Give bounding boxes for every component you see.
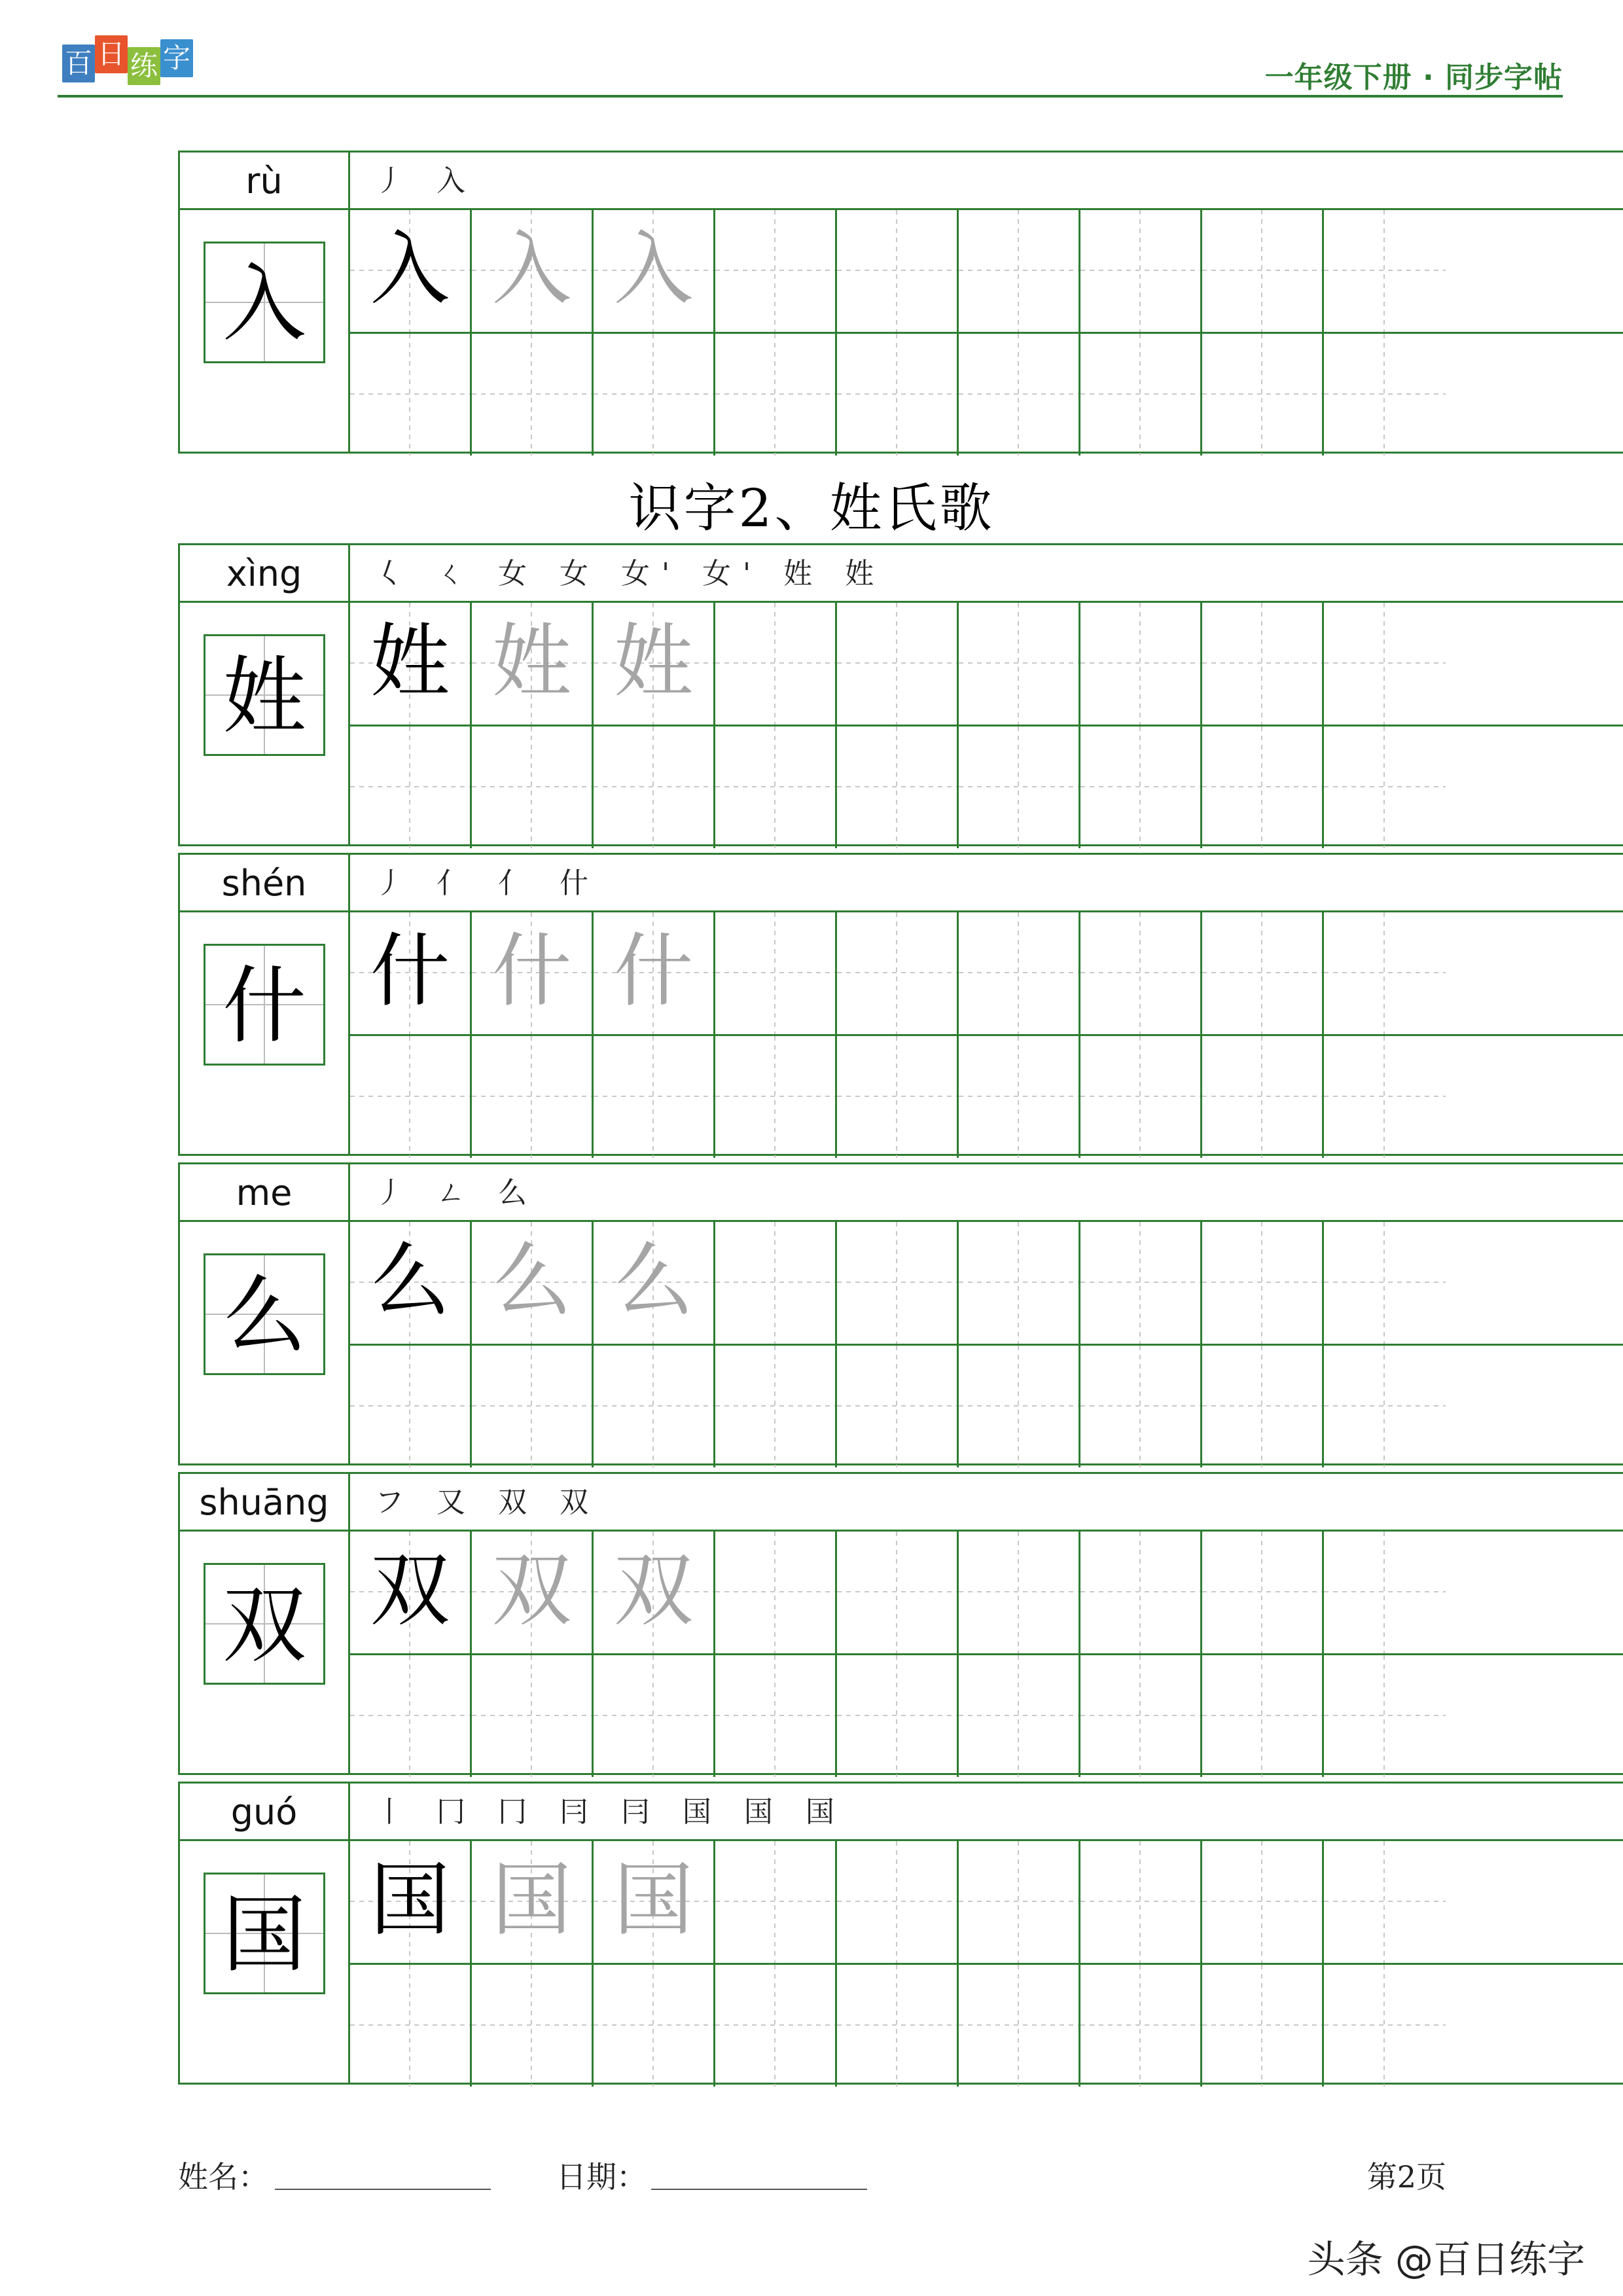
example-character: 姓 [370,615,450,708]
practice-cell[interactable] [1202,1655,1324,1777]
practice-cell[interactable] [715,1036,837,1158]
trace-character: 什 [613,925,694,1018]
practice-cell[interactable] [594,1841,715,1963]
practice-cell[interactable] [472,334,594,456]
page-number: 第2页 [1366,2159,1446,2195]
trace-character: 么 [613,1234,694,1327]
practice-cell[interactable] [959,210,1080,332]
practice-cell[interactable] [715,1965,837,2087]
name-label: 姓名： [178,2159,268,2195]
practice-grid [350,603,1623,844]
practice-cell[interactable] [472,1222,594,1344]
practice-cell[interactable] [1324,1222,1446,1344]
practice-cell[interactable] [472,603,594,725]
practice-cell[interactable] [594,726,715,848]
trace-character: 双 [613,1544,694,1637]
practice-cell[interactable] [594,1222,715,1344]
trace-character: 国 [613,1854,694,1946]
practice-cell[interactable] [594,1655,715,1777]
practice-cell[interactable] [837,912,959,1034]
practice-cell[interactable] [1324,912,1446,1034]
practice-cell[interactable] [715,1532,837,1653]
example-character: 么 [370,1234,450,1327]
character-block [178,543,1623,846]
practice-cell[interactable] [1080,726,1202,848]
practice-cell[interactable] [1324,1346,1446,1467]
practice-cell[interactable] [1324,1841,1446,1963]
practice-cell[interactable] [350,334,472,456]
stroke-order: 𡿨 ㄑ 女 女 女' 女' 姓 姓 [350,545,1623,603]
practice-cell[interactable] [1324,1532,1446,1653]
practice-grid [350,1222,1623,1463]
example-character: 双 [370,1544,450,1637]
trace-character: 姓 [613,615,694,708]
model-character: 国 [222,1886,306,1984]
practice-cell[interactable] [1324,334,1446,456]
practice-cell[interactable] [1202,1346,1324,1467]
example-character: 什 [370,925,450,1018]
character-block [178,853,1623,1156]
header-divider [58,95,1563,98]
practice-grid [350,912,1623,1154]
practice-cell[interactable] [1202,603,1324,725]
practice-cell[interactable] [837,334,959,456]
stroke-order: フ 又 双 双 [350,1474,1623,1532]
practice-cell[interactable] [837,210,959,332]
practice-cell[interactable] [837,1532,959,1653]
practice-cell[interactable] [1080,1841,1202,1963]
character-block [178,1472,1623,1775]
practice-cell[interactable] [594,603,715,725]
practice-cell[interactable] [837,1655,959,1777]
practice-cell[interactable] [594,1036,715,1158]
practice-cell[interactable] [350,912,472,1034]
practice-cell[interactable] [1202,726,1324,848]
practice-cell[interactable] [1080,1346,1202,1467]
trace-character: 么 [491,1234,572,1327]
practice-cell[interactable] [715,210,837,332]
practice-cell[interactable] [472,1532,594,1653]
pinyin-label: rù [180,152,350,210]
practice-cell[interactable] [715,603,837,725]
trace-character: 姓 [491,615,572,708]
practice-cell[interactable] [959,1532,1080,1653]
watermark: 头条 @百日练字 [1307,2237,1585,2282]
practice-cell[interactable] [1202,912,1324,1034]
model-character: 什 [222,958,306,1055]
practice-grid [350,1841,1623,2083]
model-character-box [204,944,325,1066]
practice-cell[interactable] [1080,1655,1202,1777]
practice-cell[interactable] [959,1655,1080,1777]
practice-cell[interactable] [715,334,837,456]
practice-grid [350,1532,1623,1773]
name-field[interactable] [275,2189,491,2190]
practice-cell[interactable] [1202,1532,1324,1653]
trace-character: 国 [491,1854,572,1946]
practice-cell[interactable] [1324,1036,1446,1158]
practice-cell[interactable] [1080,210,1202,332]
trace-character: 入 [491,223,572,315]
practice-cell[interactable] [350,603,472,725]
trace-character: 入 [613,223,694,315]
practice-cell[interactable] [350,1346,472,1467]
practice-cell[interactable] [959,603,1080,725]
practice-cell[interactable] [837,1965,959,2087]
model-character-box [204,1253,325,1375]
practice-cell[interactable] [594,1532,715,1653]
trace-character: 双 [491,1544,572,1637]
model-character: 姓 [222,648,306,745]
model-character-box [204,634,325,756]
practice-cell[interactable] [1324,726,1446,848]
practice-cell[interactable] [472,1965,594,2087]
practice-cell[interactable] [472,1655,594,1777]
logo-tile: 字 [160,39,193,77]
stroke-order: 丿 入 [350,152,1623,210]
stroke-order: 丿 ㄥ 么 [350,1164,1623,1222]
practice-cell[interactable] [1080,912,1202,1034]
model-character-box [204,242,325,363]
example-character: 入 [370,223,450,315]
practice-cell[interactable] [715,1346,837,1467]
character-block [178,151,1623,454]
practice-cell[interactable] [1324,603,1446,725]
practice-cell[interactable] [1324,210,1446,332]
practice-cell[interactable] [959,1222,1080,1344]
practice-cell[interactable] [837,1036,959,1158]
book-subject: 一年级下册 · 同步字帖 [1264,61,1563,94]
example-character: 国 [370,1854,450,1946]
practice-cell[interactable] [350,210,472,332]
practice-cell[interactable] [350,726,472,848]
trace-character: 什 [491,925,572,1018]
practice-cell[interactable] [837,1841,959,1963]
practice-cell[interactable] [1324,1655,1446,1777]
practice-cell[interactable] [1202,1036,1324,1158]
pinyin-label: xìng [180,545,350,603]
practice-cell[interactable] [959,1965,1080,2087]
practice-cell[interactable] [1080,603,1202,725]
practice-cell[interactable] [715,726,837,848]
character-block [178,1162,1623,1465]
practice-cell[interactable] [959,1841,1080,1963]
practice-cell[interactable] [1080,1036,1202,1158]
pinyin-label: guó [180,1784,350,1841]
practice-cell[interactable] [1202,210,1324,332]
practice-cell[interactable] [837,1222,959,1344]
model-character: 双 [222,1577,306,1674]
practice-cell[interactable] [472,1346,594,1467]
practice-cell[interactable] [1202,1965,1324,2087]
practice-cell[interactable] [1080,1532,1202,1653]
practice-cell[interactable] [472,726,594,848]
stroke-order: 丿 亻 亻 什 [350,855,1623,912]
practice-cell[interactable] [837,726,959,848]
practice-cell[interactable] [594,1965,715,2087]
practice-cell[interactable] [472,912,594,1034]
model-character-box [204,1873,325,1994]
practice-cell[interactable] [594,334,715,456]
practice-cell[interactable] [594,1346,715,1467]
practice-cell[interactable] [959,1036,1080,1158]
practice-cell[interactable] [350,1036,472,1158]
model-character-box [204,1563,325,1685]
practice-cell[interactable] [715,1841,837,1963]
practice-cell[interactable] [350,1222,472,1344]
logo [62,33,200,92]
model-character: 入 [222,255,306,353]
practice-cell[interactable] [350,1532,472,1653]
pinyin-label: shén [180,855,350,912]
practice-cell[interactable] [350,1655,472,1777]
practice-cell[interactable] [594,912,715,1034]
pinyin-label: me [180,1164,350,1222]
practice-cell[interactable] [1202,1222,1324,1344]
practice-cell[interactable] [1080,334,1202,456]
practice-cell[interactable] [1080,1965,1202,2087]
practice-cell[interactable] [959,334,1080,456]
practice-cell[interactable] [472,1841,594,1963]
model-character: 么 [222,1267,306,1365]
logo-tile: 日 [95,35,128,73]
date-field[interactable] [651,2189,867,2190]
character-block [178,1782,1623,2085]
date-label: 日期： [556,2159,647,2195]
practice-cell[interactable] [715,1222,837,1344]
practice-cell[interactable] [837,1346,959,1467]
practice-cell[interactable] [1202,334,1324,456]
practice-cell[interactable] [715,912,837,1034]
stroke-order: 丨 冂 冂 冃 冃 国 国 国 [350,1784,1623,1841]
logo-tile: 百 [62,45,95,82]
pinyin-label: shuāng [180,1474,350,1532]
practice-cell[interactable] [1324,1965,1446,2087]
practice-cell[interactable] [959,912,1080,1034]
practice-cell[interactable] [959,726,1080,848]
practice-cell[interactable] [594,210,715,332]
practice-cell[interactable] [715,1655,837,1777]
practice-cell[interactable] [1202,1841,1324,1963]
practice-cell[interactable] [350,1965,472,2087]
practice-cell[interactable] [959,1346,1080,1467]
practice-grid [350,210,1623,452]
lesson-title: 识字2、姓氏歌 [628,478,995,539]
logo-tile: 练 [128,47,160,85]
practice-cell[interactable] [472,1036,594,1158]
practice-cell[interactable] [350,1841,472,1963]
practice-cell[interactable] [1080,1222,1202,1344]
practice-cell[interactable] [472,210,594,332]
practice-cell[interactable] [837,603,959,725]
